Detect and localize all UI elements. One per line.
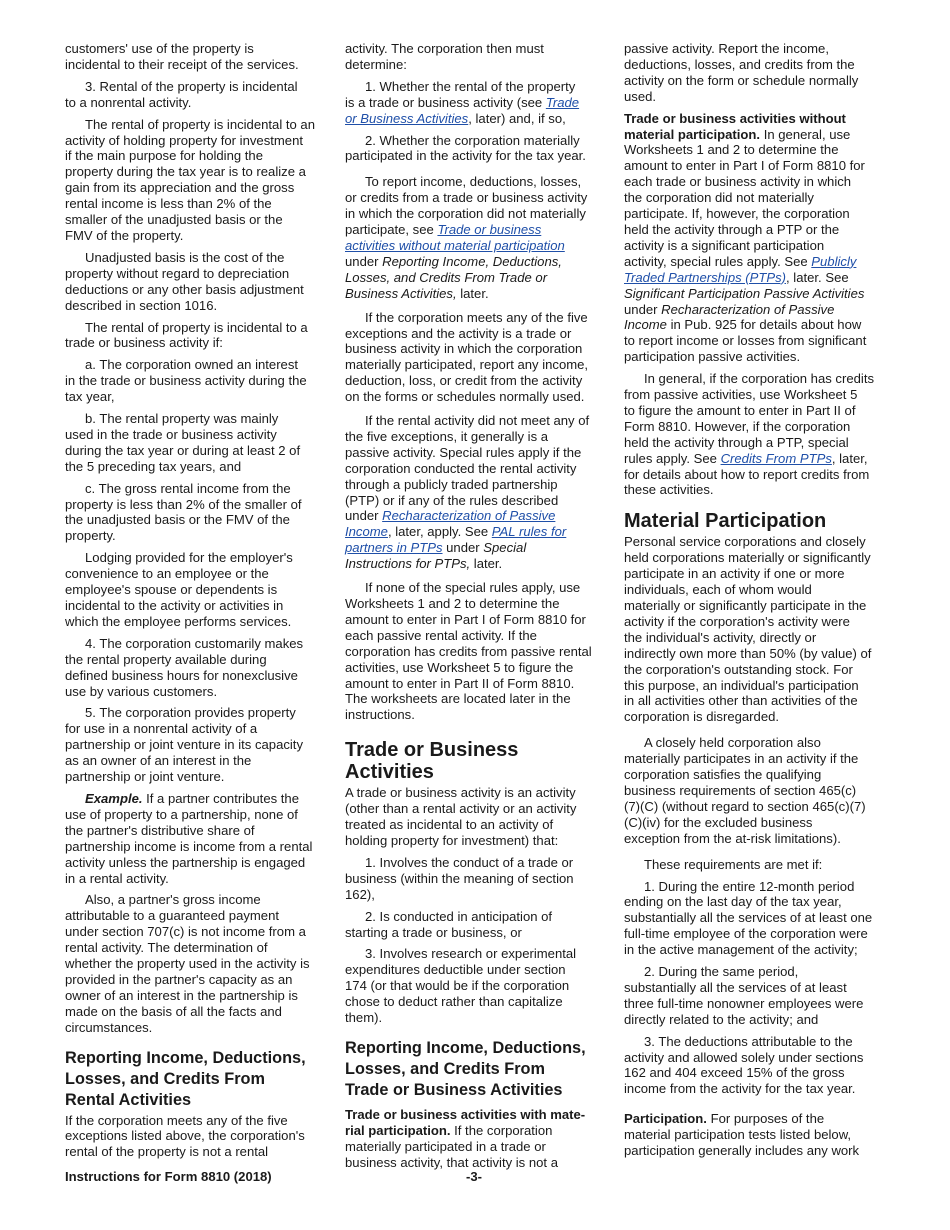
text-line: rental of the property is not a rental bbox=[65, 1144, 269, 1160]
text-line: held corporations materially or significantly bbox=[624, 550, 871, 566]
text-line: exceptions and the activity is a trade or bbox=[345, 325, 572, 341]
trade-or-business-activities-link[interactable]: Trade bbox=[545, 94, 580, 110]
list-item bbox=[65, 79, 327, 111]
text-line: customers' use of the property is bbox=[65, 41, 254, 56]
text-line: expenditures deductible under section bbox=[345, 962, 566, 978]
text-line: the unadjusted basis or the FMV of the bbox=[65, 512, 290, 528]
text-line: A closely held corporation also bbox=[644, 735, 821, 751]
text-line: in the active management of the activity; bbox=[624, 942, 858, 958]
text-line: used. bbox=[624, 88, 657, 104]
text-line: 162), bbox=[345, 886, 375, 902]
heading-line: Rental Activities bbox=[65, 1090, 192, 1109]
text-line bbox=[345, 1107, 607, 1123]
text-line: deductions or any other basis adjustment bbox=[65, 281, 304, 297]
text-line: amount to enter in Part II of Form 8810. bbox=[345, 675, 575, 691]
text-line: c. The gross rental income from the bbox=[85, 480, 291, 496]
text-line: If the corporation meets any of the five bbox=[65, 1112, 288, 1128]
text-line: Worksheets 1 and 2 to determine the bbox=[624, 142, 839, 158]
run-in-heading: Trade or business activities without bbox=[624, 110, 846, 126]
text-line: corporation conducted the rental activity bbox=[345, 460, 577, 476]
text-line: 2. Is conducted in anticipation of bbox=[365, 908, 553, 924]
text-line: participate. If, however, the corporation bbox=[624, 206, 850, 222]
column-3 bbox=[624, 41, 886, 1165]
text-line bbox=[345, 508, 607, 524]
paragraph bbox=[345, 580, 607, 723]
text-line bbox=[345, 286, 607, 302]
text-line: under section 707(c) is not income from a bbox=[65, 924, 306, 940]
list-item bbox=[624, 879, 886, 959]
text-line: Worksheets 1 and 2 to determine the bbox=[345, 596, 560, 611]
text-line: three full-time nonowner employees were bbox=[624, 995, 864, 1011]
text-line: each passive rental activity. If the bbox=[345, 627, 537, 643]
text-line: defined business hours for nonexclusive bbox=[65, 667, 298, 683]
text-line bbox=[345, 238, 607, 254]
text-line: participate in an activity if one or more bbox=[624, 566, 845, 582]
text-line: rental activity. The determination of bbox=[65, 940, 268, 956]
run-in-heading: Trade or business activities with mate- bbox=[345, 1106, 586, 1122]
text-run: In general, use bbox=[760, 126, 851, 142]
text-line: The rental of property is incidental to a bbox=[85, 319, 308, 335]
text-line: in all activities other than activities of the bbox=[624, 693, 858, 709]
text-line: 3. The deductions attributable to the bbox=[644, 1033, 853, 1049]
heading-line: Losses, and Credits From bbox=[345, 1059, 545, 1078]
italic-reference: Income bbox=[624, 317, 667, 333]
text-line: in a rental activity. bbox=[65, 870, 169, 886]
text-line: owner of an interest in the partnership is bbox=[65, 987, 298, 1003]
text-line: convenience to an employee or the bbox=[65, 566, 269, 582]
page-number: -3- bbox=[466, 1169, 483, 1184]
text-line: Also, a partner's gross income bbox=[85, 892, 261, 908]
text-line: to figure the amount to enter in Part II of bbox=[624, 402, 856, 418]
text-line: A trade or business activity is an activity bbox=[345, 785, 576, 801]
run-in-heading: material participation. bbox=[624, 126, 761, 142]
without-material-participation-link[interactable]: activities without material participation bbox=[345, 237, 565, 253]
text-line: provided in the partner's capacity as an bbox=[65, 971, 293, 987]
text-line: materially participates in an activity if the bbox=[624, 751, 859, 767]
list-item bbox=[345, 133, 607, 165]
example-label: Example. bbox=[85, 790, 143, 806]
text-line: the individual's activity, directly or bbox=[624, 629, 817, 645]
italic-reference: Significant Participation Passive Activities bbox=[624, 285, 865, 301]
text-line: incidental to their receipt of the services. bbox=[65, 56, 299, 72]
text-line bbox=[624, 254, 886, 270]
heading-line: Trade or Business Activities bbox=[345, 1080, 563, 1099]
text-line: deductions, losses, and credits from the bbox=[624, 56, 855, 72]
column-2 bbox=[345, 41, 607, 1177]
text-line: material participation tests listed below, bbox=[624, 1127, 852, 1143]
text-line: corporation is disregarded. bbox=[624, 709, 780, 725]
text-line: The rental of property is incidental to an bbox=[85, 116, 315, 132]
paragraph bbox=[624, 534, 886, 725]
text-line bbox=[345, 95, 607, 111]
trade-or-business-activities-link[interactable]: or Business Activities bbox=[345, 110, 469, 126]
text-line: them). bbox=[345, 1010, 383, 1026]
text-line: incidental to the activity or activities in bbox=[65, 598, 284, 613]
text-line: property without regard to depreciation bbox=[65, 265, 290, 281]
footer-title: Instructions for Form 8810 (2018) bbox=[65, 1169, 272, 1184]
italic-reference: Reporting Income, Deductions, bbox=[382, 253, 562, 269]
pal-rules-link[interactable]: PAL rules for bbox=[491, 524, 567, 540]
section-heading bbox=[345, 739, 607, 783]
list-item bbox=[65, 481, 327, 545]
text-line: use by various customers. bbox=[65, 683, 218, 699]
text-line bbox=[345, 222, 607, 238]
text-line: corporation has credits from passive rental bbox=[345, 643, 592, 659]
text-line: activity of holding property for investment bbox=[65, 132, 303, 148]
text-line: starting a trade or business, or bbox=[345, 924, 522, 940]
text-run: in Pub. 925 for details about how bbox=[666, 317, 862, 333]
text-line: activity. The corporation then must bbox=[345, 41, 544, 56]
heading-line: Reporting Income, Deductions, bbox=[65, 1048, 306, 1067]
credits-from-ptps-link[interactable]: Credits From PTPs bbox=[720, 450, 832, 466]
text-line: business activity in which the corporation bbox=[345, 341, 583, 357]
column-1 bbox=[65, 41, 327, 1166]
text-line bbox=[624, 317, 886, 333]
section-heading bbox=[65, 1048, 327, 1111]
paragraph bbox=[65, 41, 327, 73]
text-line: whether the property used in the activity is bbox=[65, 956, 310, 972]
text-line: property during the tax year is to realize a bbox=[65, 164, 306, 180]
text-line bbox=[624, 302, 886, 318]
text-line: or credits from a trade or business activity bbox=[345, 190, 588, 206]
text-line: held the activity through a PTP or the bbox=[624, 221, 840, 237]
list-item bbox=[65, 357, 327, 405]
text-line: the partner's distributive share of bbox=[65, 822, 255, 838]
text-line: described in section 1016. bbox=[65, 297, 218, 313]
text-line: which the employee performs services. bbox=[65, 613, 292, 629]
text-run: later. bbox=[456, 285, 489, 301]
paragraph bbox=[65, 550, 327, 630]
text-line: b. The rental property was mainly bbox=[85, 411, 279, 427]
text-line: smaller of the unadjusted basis or the bbox=[65, 212, 283, 228]
text-line: individuals, each of whom would bbox=[624, 582, 812, 598]
text-line: partnership or joint venture in its capacity bbox=[65, 737, 303, 753]
text-line: 3. Involves research or experimental bbox=[365, 946, 577, 962]
list-item bbox=[65, 411, 327, 475]
text-run: , later. See bbox=[786, 269, 849, 285]
paragraph bbox=[65, 250, 327, 314]
pal-rules-link[interactable]: partners in PTPs bbox=[345, 540, 443, 556]
paragraph bbox=[65, 117, 327, 244]
text-line: Unadjusted basis is the cost of the bbox=[85, 249, 285, 265]
italic-reference: Losses, and Credits From Trade or bbox=[345, 269, 548, 285]
heading-line: Material Participation bbox=[624, 510, 827, 533]
heading-line: Activities bbox=[345, 761, 434, 784]
ptp-link[interactable]: Traded Partnerships (PTPs) bbox=[624, 269, 787, 285]
text-line: To report income, deductions, losses, bbox=[365, 174, 582, 190]
text-line: the rental property available during bbox=[65, 651, 267, 667]
text-line bbox=[624, 1111, 886, 1127]
text-line: (7)(C) (without regard to section 465(c)(7) bbox=[624, 798, 866, 814]
list-item bbox=[65, 705, 327, 785]
text-line: a. The corporation owned an interest bbox=[85, 357, 299, 373]
section-heading bbox=[624, 510, 886, 532]
italic-reference: Business Activities, bbox=[345, 285, 457, 301]
heading-line: Losses, and Credits From bbox=[65, 1069, 265, 1088]
text-line: indirectly own more than 50% (by value) of bbox=[624, 645, 872, 661]
paragraph bbox=[65, 320, 327, 352]
text-line bbox=[624, 127, 886, 143]
text-line: activity and allowed solely under sections bbox=[624, 1049, 864, 1065]
text-line: Lodging provided for the employer's bbox=[85, 550, 293, 566]
text-line: activities, use Worksheet 5 to figure the bbox=[345, 659, 574, 675]
text-line: amount to enter in Part I of Form 8810 for bbox=[345, 611, 586, 627]
text-line: this purpose, an individual's participation bbox=[624, 677, 859, 693]
text-line bbox=[624, 286, 886, 302]
text-line: held the activity through a PTP, special bbox=[624, 434, 849, 450]
heading-line: Trade or Business bbox=[345, 739, 519, 762]
text-run: under bbox=[345, 253, 383, 269]
paragraph bbox=[345, 1107, 607, 1171]
text-run: For purposes of the bbox=[706, 1111, 825, 1127]
text-line: activity is a significant participation bbox=[624, 237, 825, 253]
text-line: 1. Involves the conduct of a trade or bbox=[365, 854, 574, 870]
text-line: each trade or business activity in which bbox=[624, 174, 852, 190]
text-line: activity on the form or schedule normally bbox=[624, 72, 859, 88]
text-line bbox=[345, 111, 607, 127]
text-line: passive activity. Report the income, bbox=[624, 41, 829, 56]
text-line: 2. Whether the corporation materially bbox=[365, 132, 580, 148]
paragraph bbox=[65, 1113, 327, 1161]
without-material-participation-link[interactable]: Trade or business bbox=[437, 222, 542, 238]
text-line: holding property for investment) that: bbox=[345, 832, 559, 848]
paragraph bbox=[65, 892, 327, 1035]
text-line bbox=[624, 451, 886, 467]
text-line: chose to deduct rather than capitalize bbox=[345, 994, 563, 1010]
paragraph bbox=[345, 41, 607, 73]
text-line: property is less than 2% of the smaller of bbox=[65, 496, 302, 512]
text-line: substantially all the services of at least bbox=[624, 979, 847, 995]
text-line: if the main purpose for holding the bbox=[65, 148, 263, 164]
text-run: If a partner contributes the bbox=[142, 790, 299, 806]
list-item bbox=[624, 964, 886, 1028]
text-run: , later, bbox=[831, 450, 868, 466]
text-line: for use in a nonrental activity of a bbox=[65, 721, 258, 737]
heading-line: Reporting Income, Deductions, bbox=[345, 1038, 586, 1057]
text-line: 3. Rental of the property is incidental bbox=[85, 78, 298, 94]
text-line: rental income is less than 2% of the bbox=[65, 196, 272, 212]
list-item bbox=[345, 855, 607, 903]
text-line: corporation satisfies the qualifying bbox=[624, 767, 822, 783]
list-item bbox=[345, 79, 607, 127]
text-line: the 5 preceding tax years, and bbox=[65, 458, 242, 474]
text-line: these activities. bbox=[624, 482, 714, 498]
text-line: materially participated in a trade or bbox=[345, 1138, 546, 1154]
text-line bbox=[345, 556, 607, 572]
text-line: circumstances. bbox=[65, 1019, 153, 1035]
list-item bbox=[65, 636, 327, 700]
recharacterization-link[interactable]: Recharacterization of Passive bbox=[382, 508, 556, 524]
text-line: business (within the meaning of section bbox=[345, 870, 574, 886]
text-line: exceptions listed above, the corporation's bbox=[65, 1128, 305, 1144]
text-line: partnership income is income from a rental bbox=[65, 838, 313, 854]
text-line bbox=[345, 1123, 607, 1139]
text-line: These requirements are met if: bbox=[644, 856, 823, 872]
text-run: later. bbox=[470, 556, 503, 572]
list-item bbox=[624, 1034, 886, 1098]
text-line: 1. During the entire 12-month period bbox=[644, 878, 855, 894]
text-line: Personal service corporations and closely bbox=[624, 534, 866, 550]
text-line: business requirements of section 465(c) bbox=[624, 782, 857, 798]
list-item bbox=[345, 946, 607, 1026]
paragraph bbox=[624, 735, 886, 846]
text-line: If the rental activity did not meet any of bbox=[365, 413, 590, 429]
text-line: participated in the activity for the tax year. bbox=[345, 148, 586, 164]
text-line: as an owner of an interest in the bbox=[65, 753, 252, 769]
text-run: , later, apply. See bbox=[387, 524, 492, 540]
text-line: 162 and 404 exceed 15% of the gross bbox=[624, 1065, 845, 1081]
text-line: use of property to a partnership, none of bbox=[65, 806, 298, 822]
paragraph bbox=[345, 174, 607, 301]
recharacterization-link[interactable]: Income bbox=[345, 524, 388, 540]
paragraph bbox=[624, 41, 886, 105]
text-line: 174 (or that would be if the corporation bbox=[345, 978, 570, 994]
text-line: to a nonrental activity. bbox=[65, 94, 192, 110]
text-line: (PTP) or if any of the rules described bbox=[345, 492, 559, 508]
text-line: made on the basis of all the facts and bbox=[65, 1003, 282, 1019]
section-heading bbox=[345, 1038, 607, 1101]
text-line: the five exceptions, it generally is a bbox=[345, 428, 549, 444]
text-line bbox=[345, 270, 607, 286]
text-run: If the corporation bbox=[450, 1122, 553, 1138]
paragraph bbox=[624, 371, 886, 498]
paragraph bbox=[624, 857, 886, 873]
text-run: rules apply. See bbox=[624, 450, 721, 466]
run-in-heading: Participation. bbox=[624, 1111, 707, 1127]
text-line: The worksheets are located later in the bbox=[345, 691, 571, 707]
text-line: deduction, loss, or credit from the activity bbox=[345, 373, 583, 389]
text-line: If none of the special rules apply, use bbox=[365, 580, 581, 596]
text-run: under bbox=[624, 301, 662, 317]
text-run: under bbox=[442, 540, 484, 556]
text-line: determine: bbox=[345, 56, 407, 72]
italic-reference: Recharacterization of Passive bbox=[661, 301, 835, 317]
text-line: participation generally includes any work bbox=[624, 1143, 860, 1159]
text-line: substantially all the services of at least one bbox=[624, 910, 873, 926]
text-line bbox=[65, 791, 327, 807]
text-line: to report income or losses from significant bbox=[624, 333, 867, 349]
text-line: the corporation did not materially bbox=[624, 190, 814, 206]
text-line: employee's spouse or dependents is bbox=[65, 582, 278, 598]
text-line: 2. During the same period, bbox=[644, 964, 799, 980]
text-line: amount to enter in Part I of Form 8810 for bbox=[624, 158, 865, 174]
paragraph bbox=[624, 111, 886, 366]
paragraph bbox=[345, 310, 607, 405]
text-line: business activity, that activity is not a bbox=[345, 1154, 558, 1170]
text-line: the corporation's outstanding stock. For bbox=[624, 661, 853, 677]
text-line: in which the corporation did not materially bbox=[345, 206, 586, 222]
text-run: activity, special rules apply. See bbox=[624, 253, 812, 269]
text-line: from passive activities, use Worksheet 5 bbox=[624, 387, 858, 403]
text-line: Form 8810. However, if the corporation bbox=[624, 418, 851, 434]
text-line: FMV of the property. bbox=[65, 227, 184, 243]
text-line bbox=[345, 524, 607, 540]
list-item bbox=[345, 909, 607, 941]
text-line bbox=[624, 270, 886, 286]
text-line: trade or business activity if: bbox=[65, 335, 223, 351]
text-line: passive activity. Special rules apply if the bbox=[345, 444, 582, 460]
text-line: activity if the corporation's activity were bbox=[624, 613, 850, 629]
text-line: attributable to a guaranteed payment bbox=[65, 908, 280, 924]
text-line: (other than a rental activity or an activity bbox=[345, 801, 577, 817]
text-line: instructions. bbox=[345, 707, 415, 723]
text-line: directly related to the activity; and bbox=[624, 1011, 819, 1027]
text-line: income from the activity for the tax year. bbox=[624, 1081, 856, 1097]
text-line: during the tax year or during at least 2 of bbox=[65, 442, 301, 458]
text-line: through a publicly traded partnership bbox=[345, 476, 558, 492]
paragraph bbox=[345, 413, 607, 572]
text-line: activity unless the partnership is engaged bbox=[65, 854, 306, 870]
text-line: in the trade or business activity during the bbox=[65, 373, 307, 389]
text-line: (C)(iv) for the excluded business bbox=[624, 814, 813, 830]
text-line bbox=[624, 111, 886, 127]
text-line: 4. The corporation customarily makes bbox=[85, 635, 304, 651]
text-line: materially participated, report any income, bbox=[345, 357, 589, 373]
text-line bbox=[345, 254, 607, 270]
text-line bbox=[345, 540, 607, 556]
text-line: gain from its appreciation and the gross bbox=[65, 180, 295, 196]
text-line: In general, if the corporation has credits bbox=[644, 371, 874, 387]
ptp-link[interactable]: Publicly bbox=[811, 253, 857, 269]
text-line: on the forms or schedules normally used. bbox=[345, 389, 585, 405]
text-line: full-time employee of the corporation were bbox=[624, 926, 868, 942]
paragraph bbox=[624, 1111, 886, 1159]
text-line: ending on the last day of the tax year, bbox=[624, 894, 842, 910]
text-line: If the corporation meets any of the five bbox=[365, 309, 588, 325]
italic-reference: Special bbox=[483, 540, 527, 556]
text-line: property. bbox=[65, 528, 116, 544]
example-paragraph bbox=[65, 791, 327, 886]
italic-reference: Instructions for PTPs, bbox=[345, 556, 471, 572]
text-run: under bbox=[345, 508, 383, 524]
text-line: for details about how to report credits from bbox=[624, 466, 870, 482]
text-run: is a trade or business activity (see bbox=[345, 94, 546, 110]
text-line: tax year, bbox=[65, 389, 115, 405]
text-line: exception from the at-risk limitations). bbox=[624, 830, 841, 846]
text-line: materially or significantly participate in the bbox=[624, 598, 867, 613]
text-line: 5. The corporation provides property bbox=[85, 705, 296, 721]
text-run: participate, see bbox=[345, 222, 438, 238]
text-line: treated as incidental to an activity of bbox=[345, 817, 554, 833]
paragraph bbox=[345, 785, 607, 849]
text-run: , later) and, if so, bbox=[468, 110, 566, 126]
text-line: used in the trade or business activity bbox=[65, 426, 277, 442]
text-line: 1. Whether the rental of the property bbox=[365, 78, 576, 94]
text-line: participation passive activities. bbox=[624, 349, 801, 365]
text-line: partnership or joint venture. bbox=[65, 769, 225, 785]
run-in-heading: rial participation. bbox=[345, 1122, 451, 1138]
